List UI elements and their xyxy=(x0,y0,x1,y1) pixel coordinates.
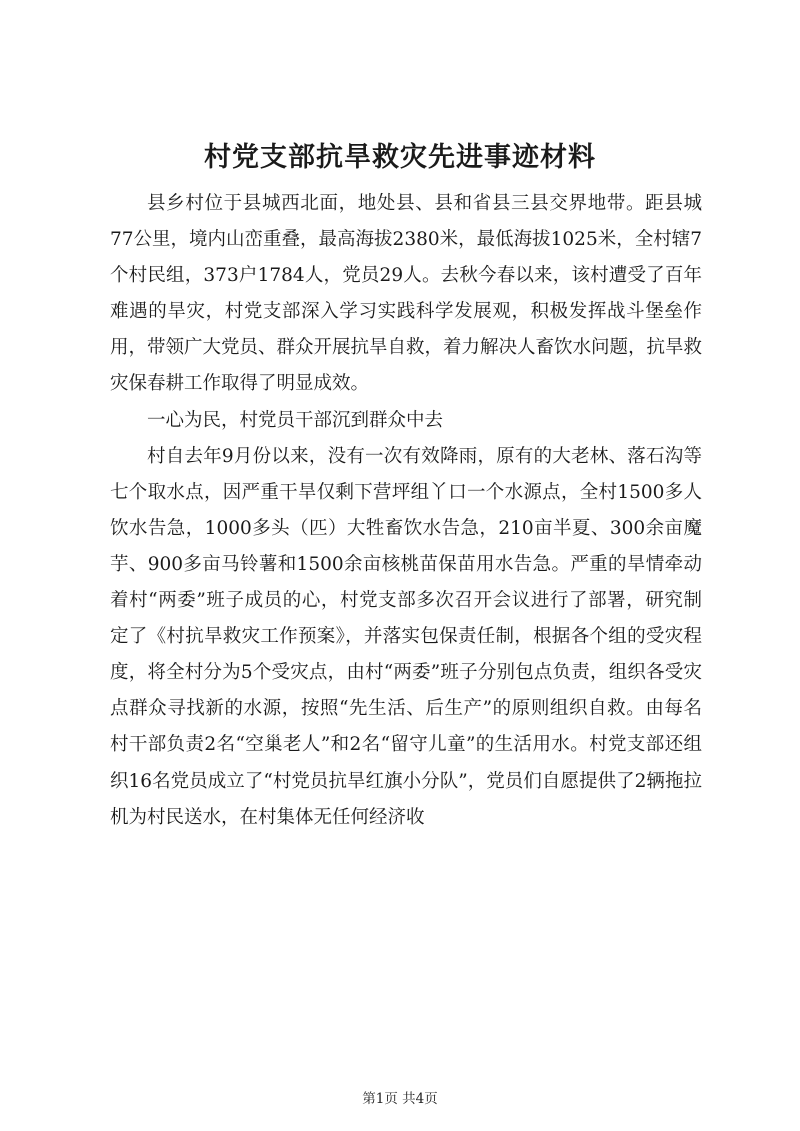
paragraph-intro: 县乡村位于县城西北面，地处县、县和省县三县交界地带。距县城77公里，境内山峦重叠，最高海拔2380米，最低海拔1025米，全村辖7个村民组，373户1784人，党员29人。去秋今春以来，该村遭受了百年难遇的旱灾，村党支部深入学习实践科学发展观，积极发挥战斗堡垒作用，带领广大党员、群众开展抗旱自救，着力解决人畜饮水问题，抗旱救灾保春耕工作取得了明显成效。 xyxy=(110,193,703,395)
document-title: 村党支部抗旱救灾先进事迹材料 xyxy=(204,142,596,173)
page-footer: 第1页 共4页 xyxy=(362,1091,438,1107)
section-heading: 一心为民，村党员干部沉到群众中去 xyxy=(147,409,444,431)
document-body xyxy=(110,186,702,836)
paragraph-details: 村自去年9月份以来，没有一次有效降雨，原有的大老林、落石沟等七个取水点，因严重干旱仅剩下营坪组丫口一个水源点，全村1500多人饮水告急，1000多头（匹）大牲畜饮水告急，210亩半夏、300余亩魔芋、900多亩马铃薯和1500余亩核桃苗保苗用水告急。严重的旱情牵动着村“两委”班子成员的心，村党支部多次召开会议进行了部署，研究制定了《村抗旱救灾工作预案》，并落实包保责任制，根据各个组的受灾程度，将全村分为5个受灾点，由村“两委”班子分别包点负责，组织各受灾点群众寻找新的水源，按照“先生活、后生产”的原则组织自救。由每名村干部负责2名“空巢老人”和2名“留守儿童”的生活用水。村党支部还组织16名党员成立了“村党员抗旱红旗小分队”，党员们自愿提供了2辆拖拉机为村民送水，在村集体无任何经济收 xyxy=(110,445,702,828)
